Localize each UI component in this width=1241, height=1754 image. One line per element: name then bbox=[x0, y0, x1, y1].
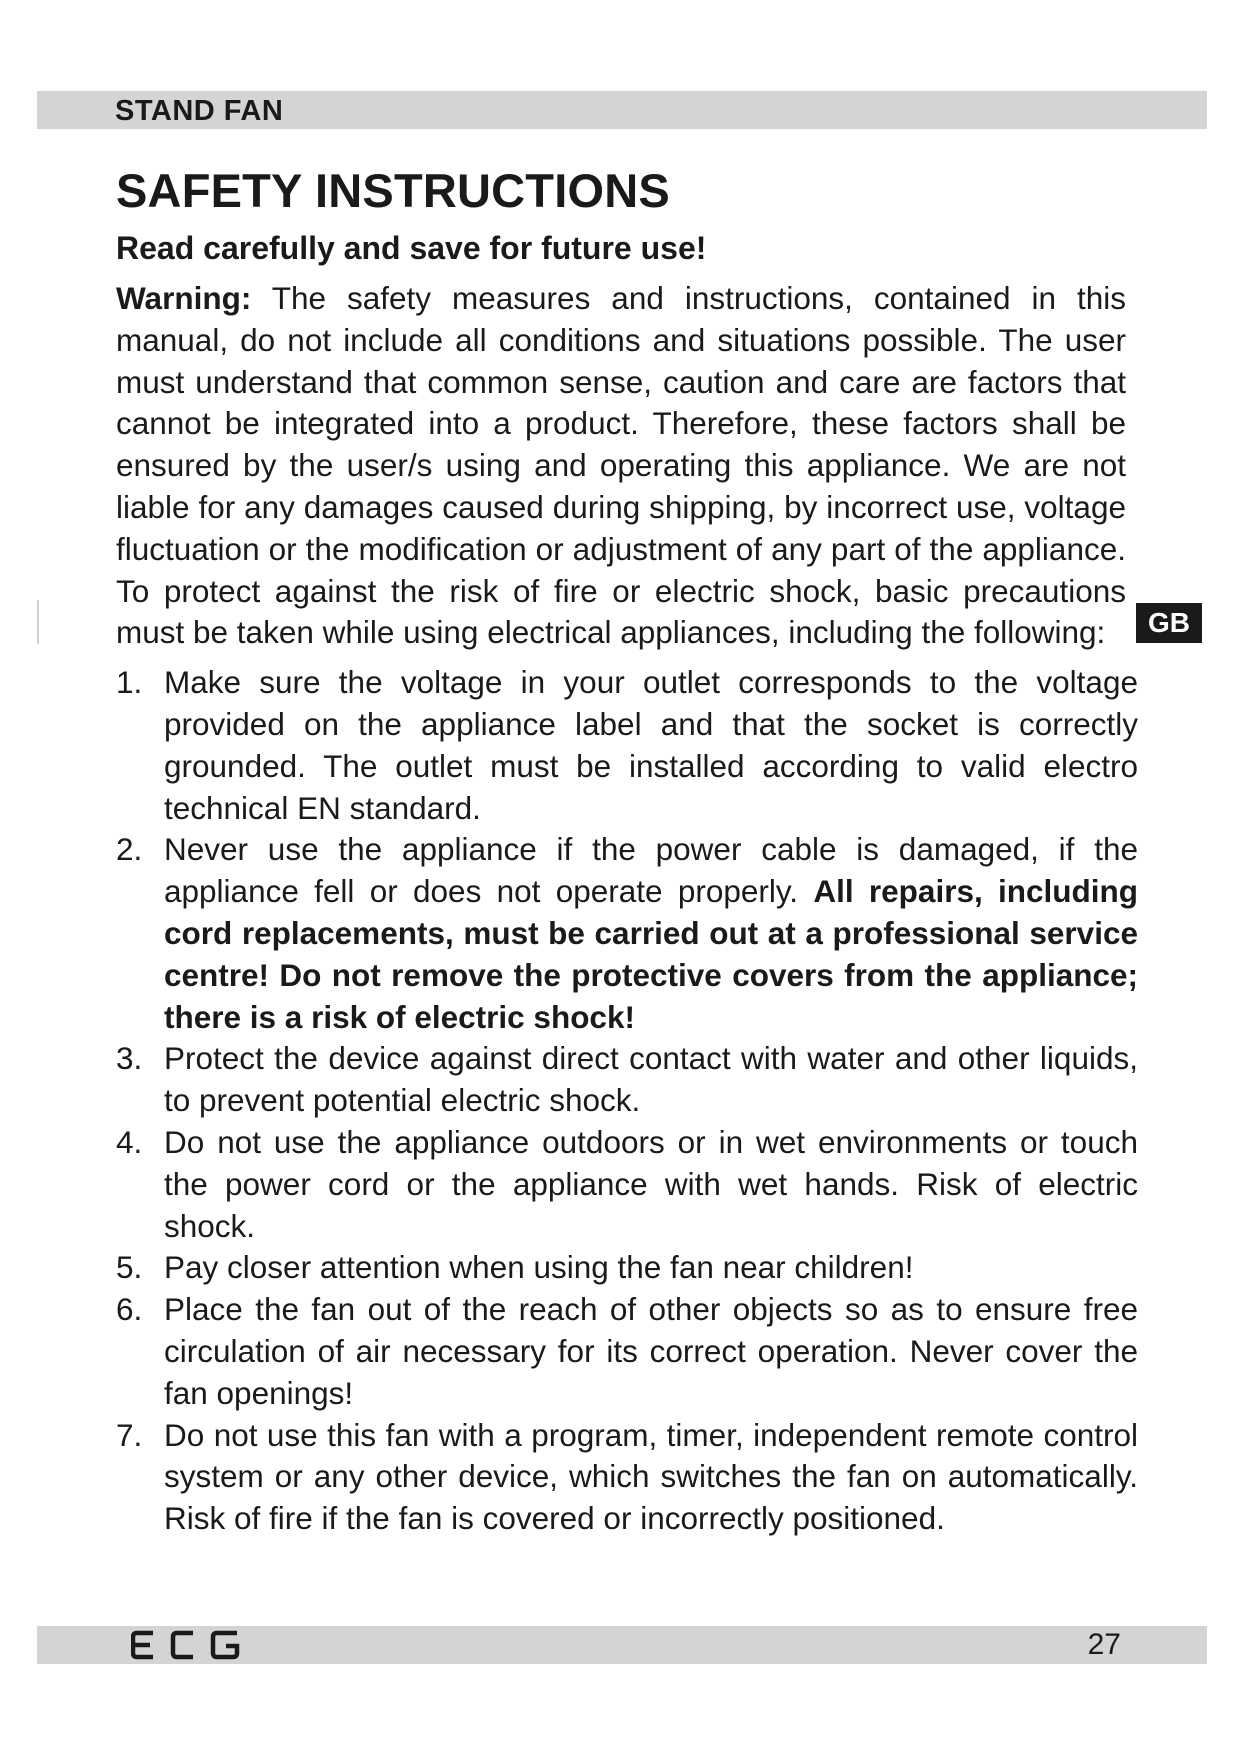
product-name: STAND FAN bbox=[115, 95, 284, 127]
item-text: Protect the device against direct contact with water and other liquids, to prevent potential electric shock. bbox=[164, 1040, 1138, 1119]
item-text: Pay closer attention when using the fan near children! bbox=[164, 1249, 914, 1286]
list-item bbox=[116, 1247, 1138, 1289]
margin-mark bbox=[37, 600, 39, 644]
header-bar bbox=[37, 91, 1207, 129]
warning-paragraph bbox=[116, 278, 1126, 654]
main-content bbox=[116, 160, 1139, 1540]
instruction-list bbox=[116, 662, 1139, 1540]
language-tab: GB bbox=[1136, 603, 1202, 643]
item-bold-text: All repairs, including cord replacements, must be carried out at a professional service centre! Do not remove the protective covers from the appliance; there is a risk of electric shock! bbox=[164, 873, 1139, 1035]
item-text: Never use the appliance if the power cable is damaged, if the appliance fell or does not operate properly. bbox=[164, 831, 1138, 910]
item-number: 2. bbox=[116, 831, 143, 868]
list-item bbox=[116, 829, 1138, 1038]
warning-label: Warning: bbox=[116, 280, 252, 316]
footer-bar bbox=[37, 1626, 1207, 1664]
ecg-logo-icon bbox=[131, 1630, 251, 1660]
warning-text: The safety measures and instructions, contained in this manual, do not include all conditions and situations possible. The user must understand that common sense, caution and care are factors that cannot be integrated into a product. Therefore, these factors shall be ensured by the user/s using and operating this appliance. We are not liable for any damages caused during shipping, by incorrect use, voltage fluctuation or the modification or adjustment of any part of the appliance. To protect against the risk of fire or electric shock, basic precautions must be taken while using electrical appliances, including the following: bbox=[116, 280, 1126, 651]
item-number: 3. bbox=[116, 1040, 143, 1077]
subtitle: Read carefully and save for future use! bbox=[116, 230, 707, 266]
list-item bbox=[116, 1415, 1138, 1540]
item-number: 5. bbox=[116, 1249, 143, 1286]
list-item bbox=[116, 1038, 1138, 1122]
list-item bbox=[116, 1289, 1138, 1414]
item-number: 4. bbox=[116, 1123, 143, 1160]
item-text: Do not use the appliance outdoors or in wet environments or touch the power cord or the appliance with wet hands. Risk of electric shock. bbox=[164, 1123, 1138, 1244]
item-text: Place the fan out of the reach of other objects so as to ensure free circulation of air necessary for its correct operation. Never cover the fan openings! bbox=[164, 1291, 1138, 1411]
list-item bbox=[116, 1122, 1138, 1247]
item-number: 6. bbox=[116, 1291, 143, 1328]
item-text: Do not use this fan with a program, timer, independent remote control system or any other device, which switches the fan on automatically. Risk of fire if the fan is covered or incorrectly positioned. bbox=[164, 1416, 1138, 1537]
page-title: SAFETY INSTRUCTIONS bbox=[116, 164, 670, 217]
item-number: 7. bbox=[116, 1416, 143, 1453]
item-text: Make sure the voltage in your outlet corresponds to the voltage provided on the appliance label and that the socket is correctly grounded. The outlet must be installed according to valid electro technical EN standard. bbox=[164, 664, 1138, 826]
page-number: 27 bbox=[1087, 1628, 1121, 1661]
list-item bbox=[116, 662, 1138, 829]
item-number: 1. bbox=[116, 664, 143, 701]
